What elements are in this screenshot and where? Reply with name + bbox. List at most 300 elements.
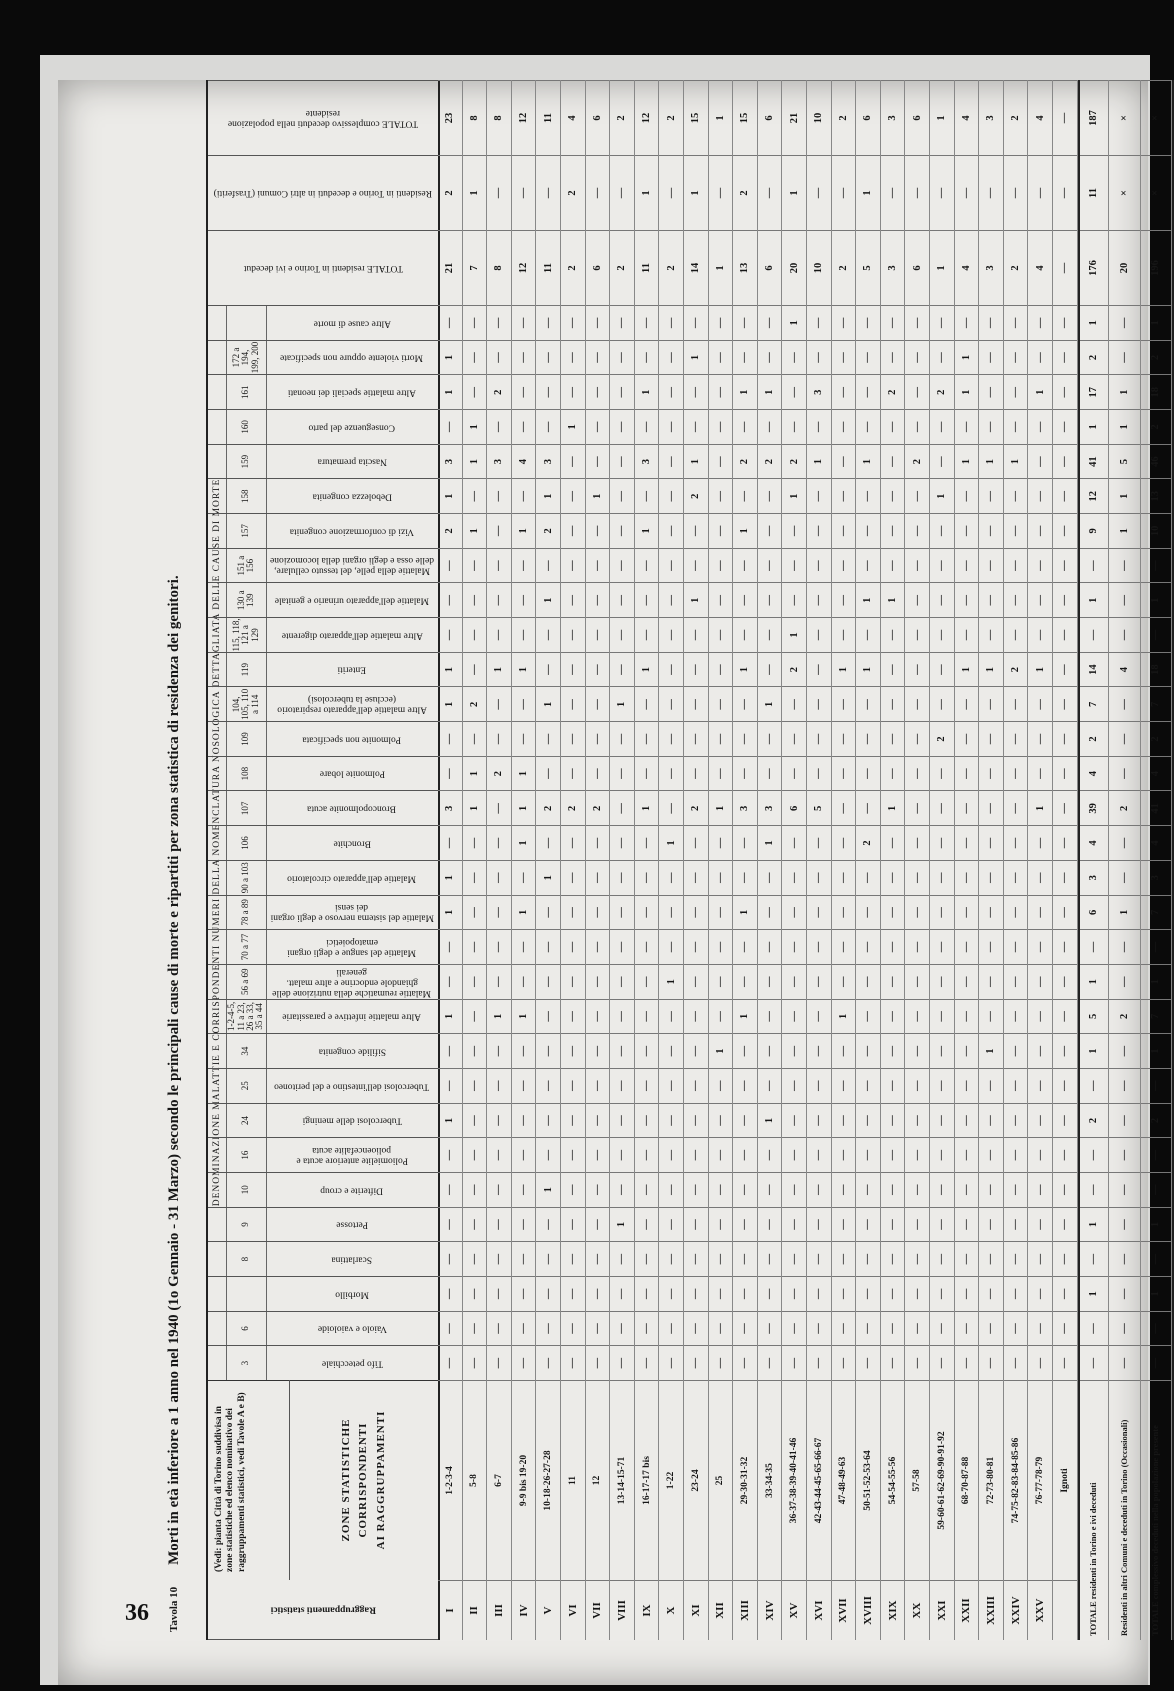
- total-cell: —: [1141, 1345, 1171, 1380]
- table-cell: —: [930, 155, 954, 230]
- table-cell: —: [659, 340, 683, 375]
- total-cell: 17: [1080, 374, 1108, 409]
- table-cell: —: [955, 686, 979, 721]
- table-cell: —: [979, 929, 1003, 964]
- table-cell: —: [979, 1068, 1003, 1103]
- table-cell: —: [1053, 305, 1077, 340]
- table-cell: —: [659, 582, 683, 617]
- table-cell: —: [807, 1033, 831, 1068]
- total-cell: —: [1141, 1311, 1171, 1346]
- table-cell: 1: [881, 791, 905, 826]
- table-row: [438, 80, 463, 1640]
- table-cell: —: [930, 1345, 954, 1380]
- cause-column-header: [208, 1068, 438, 1103]
- table-cell: 1: [659, 825, 683, 860]
- table-cell: —: [881, 1311, 905, 1346]
- raggruppamento-number: II: [463, 1580, 487, 1640]
- table-cell: —: [1004, 513, 1028, 548]
- total-cell: 18: [1141, 652, 1171, 687]
- table-cell: —: [1004, 895, 1028, 930]
- table-cell: 5: [856, 230, 880, 305]
- table-cell: —: [856, 1033, 880, 1068]
- table-cell: —: [782, 929, 806, 964]
- table-cell: —: [979, 1345, 1003, 1380]
- table-cell: 1: [536, 1172, 560, 1207]
- table-cell: 1: [979, 1033, 1003, 1068]
- table-row: [807, 80, 832, 1640]
- table-cell: 1: [709, 230, 733, 305]
- table-cell: —: [438, 1276, 462, 1311]
- total-cell: 7: [1141, 895, 1171, 930]
- table-cell: —: [807, 860, 831, 895]
- table-cell: 1: [586, 478, 610, 513]
- table-cell: 1: [463, 409, 487, 444]
- total-cell: 1: [1141, 305, 1171, 340]
- total-cell: —: [1109, 1241, 1139, 1276]
- table-cell: —: [487, 305, 511, 340]
- table-cell: —: [487, 1311, 511, 1346]
- table-cell: —: [1004, 929, 1028, 964]
- table-cell: —: [905, 1311, 929, 1346]
- table-cell: 1: [463, 791, 487, 826]
- title-row: [160, 80, 188, 1640]
- table-cell: —: [881, 478, 905, 513]
- table-cell: —: [1028, 929, 1052, 964]
- table-cell: 1: [1004, 444, 1028, 479]
- table-cell: —: [979, 513, 1003, 548]
- table-cell: —: [832, 1241, 856, 1276]
- total-cell: —: [1109, 617, 1139, 652]
- table-row: [610, 80, 635, 1640]
- table-cell: —: [807, 1241, 831, 1276]
- table-cell: 3: [758, 791, 782, 826]
- table-cell: —: [807, 1137, 831, 1172]
- table-cell: —: [684, 1033, 708, 1068]
- table-row: [955, 80, 980, 1640]
- table-row: [1028, 80, 1053, 1640]
- table-cell: —: [463, 582, 487, 617]
- cause-column-header: [208, 617, 438, 652]
- total-cell: 4: [1080, 756, 1108, 791]
- table-cell: —: [856, 409, 880, 444]
- table-cell: —: [512, 305, 536, 340]
- table-cell: —: [807, 340, 831, 375]
- table-cell: —: [709, 1311, 733, 1346]
- cause-code: 9: [226, 1208, 267, 1242]
- table-cell: —: [807, 756, 831, 791]
- table-cell: 4: [512, 444, 536, 479]
- table-cell: —: [905, 1068, 929, 1103]
- page-number: 36: [125, 1600, 149, 1626]
- table-cell: —: [856, 340, 880, 375]
- table-cell: —: [561, 1137, 585, 1172]
- table-cell: —: [979, 686, 1003, 721]
- table-cell: —: [659, 1137, 683, 1172]
- table-cell: —: [586, 1068, 610, 1103]
- table-cell: 1: [463, 756, 487, 791]
- table-cell: —: [979, 409, 1003, 444]
- table-cell: —: [1028, 548, 1052, 583]
- table-cell: 2: [561, 155, 585, 230]
- table-cell: —: [487, 1033, 511, 1068]
- zone-list: 9-9 bis 19-20: [512, 1380, 536, 1580]
- table-cell: —: [758, 652, 782, 687]
- zone-list: 50-51-52-53-64: [856, 1380, 880, 1580]
- table-cell: 8: [463, 80, 487, 155]
- table-cell: —: [807, 617, 831, 652]
- cause-label: Sifilide congenita: [318, 1046, 386, 1057]
- cause-code: 157: [226, 514, 267, 548]
- table-cell: —: [635, 548, 659, 583]
- table-cell: —: [561, 582, 585, 617]
- table-cell: 6: [758, 230, 782, 305]
- table-cell: —: [1028, 1311, 1052, 1346]
- table-cell: —: [635, 860, 659, 895]
- cause-label: Tubercolosi delle meningi: [302, 1115, 402, 1126]
- zone-list: 76-77-78-79: [1028, 1380, 1052, 1580]
- cause-column-header: [208, 444, 438, 479]
- table-cell: —: [1053, 340, 1077, 375]
- cause-column-header: [208, 686, 438, 721]
- table-cell: —: [635, 686, 659, 721]
- total-cell: 2: [1141, 721, 1171, 756]
- table-cell: —: [463, 374, 487, 409]
- table-cell: —: [955, 305, 979, 340]
- table-cell: —: [955, 860, 979, 895]
- table-cell: —: [979, 617, 1003, 652]
- total-cell: 13: [1141, 478, 1171, 513]
- table-cell: —: [733, 1241, 757, 1276]
- table-cell: —: [463, 340, 487, 375]
- table-cell: —: [832, 756, 856, 791]
- table-cell: 13: [733, 230, 757, 305]
- table-cell: —: [1053, 756, 1077, 791]
- zone-list: 36-37-38-39-40-41-46: [782, 1380, 806, 1580]
- table-cell: —: [807, 721, 831, 756]
- table-cell: 1: [856, 652, 880, 687]
- total-cell: 1: [1080, 409, 1108, 444]
- total-cell: 6: [1080, 895, 1108, 930]
- table-cell: —: [586, 1103, 610, 1138]
- total-cell: 1: [1141, 1276, 1171, 1311]
- table-cell: —: [561, 1311, 585, 1346]
- table-cell: —: [709, 305, 733, 340]
- table-cell: —: [930, 1137, 954, 1172]
- table-cell: —: [807, 1103, 831, 1138]
- table-cell: —: [512, 548, 536, 583]
- table-cell: —: [659, 1345, 683, 1380]
- cause-code: 172 a 194, 199, 200: [226, 341, 267, 375]
- table-cell: —: [610, 1276, 634, 1311]
- cause-code: 107: [226, 792, 267, 826]
- table-cell: —: [881, 340, 905, 375]
- table-cell: —: [758, 617, 782, 652]
- table-cell: —: [832, 791, 856, 826]
- table-cell: 1: [536, 478, 560, 513]
- cause-label: Scarlattina: [331, 1254, 373, 1265]
- table-cell: 1: [536, 860, 560, 895]
- table-cell: —: [561, 1345, 585, 1380]
- table-cell: —: [684, 860, 708, 895]
- cause-column-header: [208, 652, 438, 687]
- table-cell: —: [635, 1033, 659, 1068]
- table-cell: —: [684, 409, 708, 444]
- table-cell: —: [635, 1068, 659, 1103]
- table-cell: —: [463, 1137, 487, 1172]
- table-cell: —: [463, 1311, 487, 1346]
- table-cell: —: [1028, 721, 1052, 756]
- table-cell: —: [635, 929, 659, 964]
- table-cell: 1: [635, 513, 659, 548]
- table-cell: —: [463, 825, 487, 860]
- zone-list: 54-54-55-56: [881, 1380, 905, 1580]
- table-cell: —: [905, 409, 929, 444]
- table-cell: —: [512, 340, 536, 375]
- table-cell: —: [659, 999, 683, 1034]
- table-cell: —: [438, 825, 462, 860]
- table-row: [586, 80, 611, 1640]
- table-cell: —: [487, 1241, 511, 1276]
- table-cell: —: [782, 1033, 806, 1068]
- table-cell: —: [536, 1033, 560, 1068]
- raggruppamento-number: VI: [561, 1580, 585, 1640]
- total-cell: 1: [1109, 374, 1139, 409]
- table-cell: —: [463, 929, 487, 964]
- table-cell: —: [979, 825, 1003, 860]
- table-cell: —: [586, 1033, 610, 1068]
- total-cell: 46: [1141, 444, 1171, 479]
- table-cell: —: [832, 1345, 856, 1380]
- table-cell: —: [487, 860, 511, 895]
- raggruppamento-number: VII: [586, 1580, 610, 1640]
- table-cell: —: [438, 305, 462, 340]
- total-cell: —: [1080, 1137, 1108, 1172]
- table-cell: —: [807, 1276, 831, 1311]
- cause-label: Nascita prematura: [317, 456, 387, 467]
- table-cell: —: [659, 929, 683, 964]
- table-cell: 21: [782, 80, 806, 155]
- table-cell: —: [512, 929, 536, 964]
- table-cell: —: [881, 444, 905, 479]
- zone-list: 25: [709, 1380, 733, 1580]
- table-cell: —: [561, 825, 585, 860]
- table-cell: —: [807, 1345, 831, 1380]
- table-cell: —: [955, 1137, 979, 1172]
- table-cell: —: [536, 374, 560, 409]
- zone-list: 1-22: [659, 1380, 683, 1580]
- table-cell: —: [930, 860, 954, 895]
- cause-code: 108: [226, 757, 267, 791]
- rotated-table-frame: [160, 80, 1170, 1640]
- table-cell: —: [463, 1241, 487, 1276]
- total-cell: —: [1080, 1068, 1108, 1103]
- table-cell: 4: [955, 230, 979, 305]
- table-cell: —: [635, 1241, 659, 1276]
- table-cell: —: [979, 478, 1003, 513]
- table-cell: —: [905, 860, 929, 895]
- table-cell: —: [586, 895, 610, 930]
- table-cell: 4: [561, 80, 585, 155]
- table-cell: —: [905, 548, 929, 583]
- table-cell: —: [709, 444, 733, 479]
- table-cell: —: [610, 374, 634, 409]
- table-cell: —: [832, 305, 856, 340]
- table-cell: —: [856, 513, 880, 548]
- zone-list: 72-73-80-81: [979, 1380, 1003, 1580]
- table-cell: —: [512, 860, 536, 895]
- zone-list: 33-34-35: [758, 1380, 782, 1580]
- table-cell: —: [536, 1345, 560, 1380]
- table-cell: 2: [487, 374, 511, 409]
- table-cell: 1: [807, 444, 831, 479]
- table-cell: —: [463, 548, 487, 583]
- table-cell: —: [758, 340, 782, 375]
- cause-column-header: [208, 548, 438, 583]
- table-cell: —: [955, 999, 979, 1034]
- table-cell: —: [1053, 1137, 1077, 1172]
- table-cell: —: [905, 1276, 929, 1311]
- table-cell: 15: [733, 80, 757, 155]
- table-cell: —: [979, 1137, 1003, 1172]
- table-cell: —: [782, 374, 806, 409]
- table-cell: —: [659, 305, 683, 340]
- table-cell: —: [1053, 444, 1077, 479]
- table-cell: —: [782, 409, 806, 444]
- table-cell: —: [782, 1241, 806, 1276]
- table-cell: —: [905, 340, 929, 375]
- table-cell: 2: [782, 444, 806, 479]
- table-cell: 2: [536, 513, 560, 548]
- table-row: [832, 80, 857, 1640]
- table-cell: —: [659, 1241, 683, 1276]
- table-cell: —: [536, 340, 560, 375]
- table-cell: 2: [610, 80, 634, 155]
- cause-code: 119: [226, 653, 267, 687]
- table-cell: —: [807, 548, 831, 583]
- table-cell: —: [856, 964, 880, 999]
- table-cell: 3: [979, 230, 1003, 305]
- table-cell: —: [955, 756, 979, 791]
- table-cell: —: [758, 478, 782, 513]
- table-cell: 1: [733, 374, 757, 409]
- table-cell: —: [881, 1276, 905, 1311]
- table-cell: —: [610, 756, 634, 791]
- table-cell: —: [586, 999, 610, 1034]
- table-row: [659, 80, 684, 1640]
- table-cell: —: [635, 478, 659, 513]
- table-cell: —: [758, 1068, 782, 1103]
- table-cell: —: [832, 513, 856, 548]
- table-cell: —: [709, 860, 733, 895]
- table-cell: —: [709, 999, 733, 1034]
- table-cell: —: [610, 1345, 634, 1380]
- table-cell: —: [881, 1345, 905, 1380]
- table-cell: —: [635, 305, 659, 340]
- table-cell: —: [709, 1172, 733, 1207]
- table-cell: —: [512, 721, 536, 756]
- table-cell: —: [930, 756, 954, 791]
- table-cell: —: [487, 1276, 511, 1311]
- table-cell: 2: [758, 444, 782, 479]
- total-cell: 2: [1080, 340, 1108, 375]
- raggruppamento-number: I: [438, 1580, 462, 1640]
- totals-label: TOTALE residenti in Torino e ivi deceduti: [1080, 1380, 1108, 1640]
- cause-code: 25: [226, 1069, 267, 1103]
- table-cell: —: [979, 721, 1003, 756]
- table-cell: —: [438, 1241, 462, 1276]
- table-cell: 3: [807, 374, 831, 409]
- table-cell: —: [881, 895, 905, 930]
- table-cell: —: [856, 374, 880, 409]
- table-cell: —: [1004, 999, 1028, 1034]
- table-cell: —: [782, 513, 806, 548]
- cause-column-header: [208, 791, 438, 826]
- table-cell: —: [979, 155, 1003, 230]
- total-cell: 7: [1141, 686, 1171, 721]
- table-cell: —: [1004, 374, 1028, 409]
- raggruppamento-number: VIII: [610, 1580, 634, 1640]
- table-cell: —: [1028, 1345, 1052, 1380]
- table-cell: 6: [905, 80, 929, 155]
- total-cell: —: [1109, 1137, 1139, 1172]
- raggruppamento-number: IV: [512, 1580, 536, 1640]
- table-cell: —: [709, 409, 733, 444]
- table-cell: —: [536, 1276, 560, 1311]
- raggruppamento-number: XI: [684, 1580, 708, 1640]
- table-cell: —: [1053, 791, 1077, 826]
- total-cell: 41: [1080, 444, 1108, 479]
- table-cell: —: [905, 155, 929, 230]
- cause-label: Altre malattie infettive e parassitarie: [282, 1011, 422, 1022]
- table-cell: —: [856, 860, 880, 895]
- table-cell: —: [1004, 964, 1028, 999]
- table-cell: —: [856, 1068, 880, 1103]
- table-cell: —: [930, 999, 954, 1034]
- table-cell: 21: [438, 230, 462, 305]
- table-cell: —: [733, 1068, 757, 1103]
- table-cell: —: [1053, 1207, 1077, 1242]
- table-cell: —: [512, 478, 536, 513]
- table-cell: 1: [463, 155, 487, 230]
- raggruppamento-number: III: [487, 1580, 511, 1640]
- table-cell: —: [463, 1103, 487, 1138]
- table-cell: —: [807, 1207, 831, 1242]
- table-cell: —: [1053, 617, 1077, 652]
- table-cell: —: [758, 305, 782, 340]
- total-cell: —: [1141, 617, 1171, 652]
- table-cell: —: [610, 860, 634, 895]
- table-cell: —: [930, 617, 954, 652]
- totals-label: TOTALE complessivo deceduti nella popolazione presente: [1141, 1380, 1171, 1640]
- table-cell: —: [487, 929, 511, 964]
- table-cell: —: [979, 860, 1003, 895]
- table-cell: 2: [561, 791, 585, 826]
- table-cell: —: [709, 1345, 733, 1380]
- table-cell: —: [832, 1172, 856, 1207]
- table-cell: —: [979, 548, 1003, 583]
- table-cell: —: [659, 155, 683, 230]
- table-cell: 1: [610, 1207, 634, 1242]
- total-cell: 187: [1080, 80, 1108, 155]
- table-cell: —: [832, 895, 856, 930]
- table-cell: —: [758, 1311, 782, 1346]
- table-cell: 11: [536, 80, 560, 155]
- table-cell: —: [1053, 929, 1077, 964]
- cause-column-header: [208, 895, 438, 930]
- cause-code: 160: [226, 410, 267, 444]
- table-cell: —: [1004, 340, 1028, 375]
- cause-label: Altre malattie speciali dei neonati: [287, 387, 417, 398]
